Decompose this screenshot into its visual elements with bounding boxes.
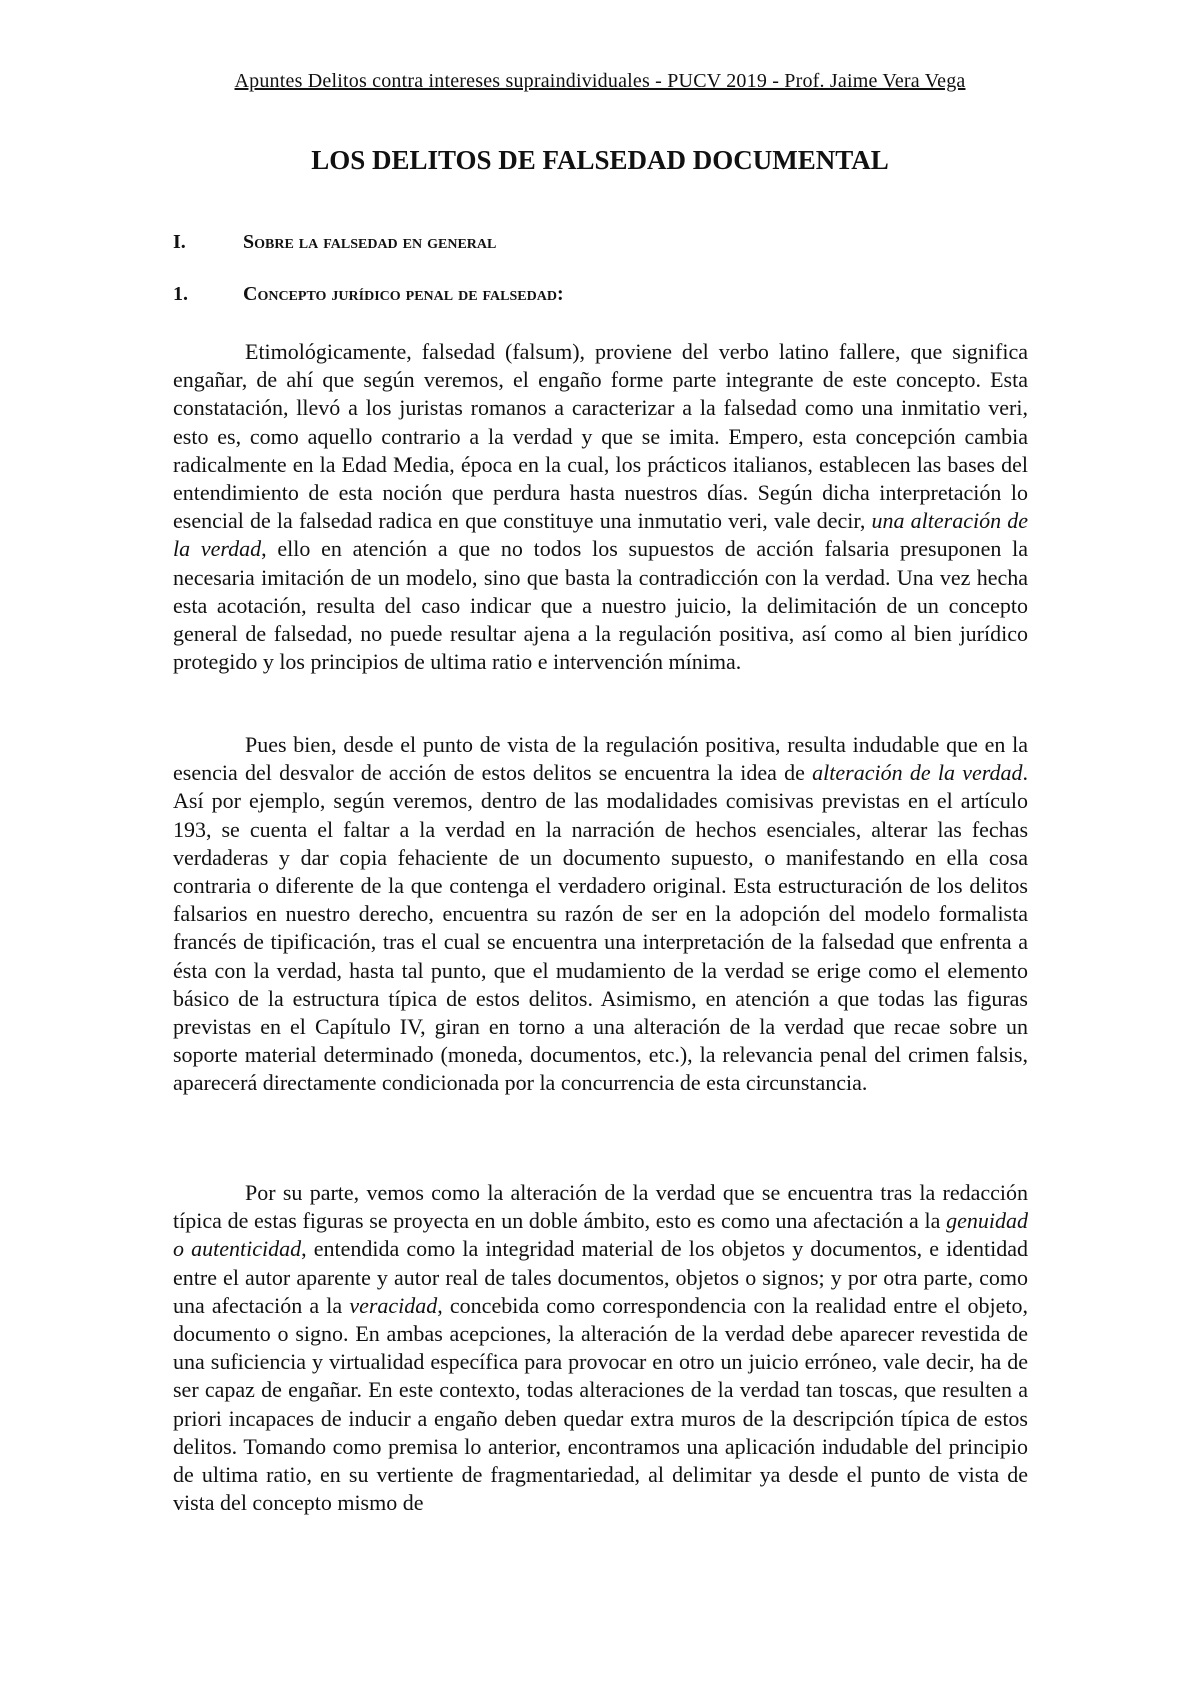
subsection-title: Concepto jurídico penal de falsedad: [243,283,564,305]
section-title: Sobre la falsedad en general [243,231,497,253]
emphasis-text: una alteración de la verdad [173,508,1028,562]
paragraph-2 [173,731,1028,1098]
paragraph-segment: , concebida como correspondencia con la realidad entre el objeto, documento o signo. En ambas acepciones, la alteración de la verdad debe aparecer revestida de una suficiencia y virtualidad específica para provocar en otro un juicio erróneo, vale decir, ha de ser capaz de engañar. En este contexto, todas alteraciones de la verdad tan toscas, que resulten a priori incapaces de inducir a engaño deben quedar extra muros de la descripción típica de estos delitos. Tomando como premisa lo anterior, encontramos una aplicación indudable del principio de ultima ratio, en su vertiente de fragmentariedad, al delimitar ya desde el punto de vista de vista del concepto mismo de [173,1292,1028,1516]
paragraph-3 [173,1179,1028,1517]
paragraph-segment: . Así por ejemplo, según veremos, dentro de las modalidades comisivas previstas en el artículo 193, se cuenta el faltar a la verdad en la narración de hechos esenciales, alterar las fechas verdaderas y dar copia fehaciente de un documento supuesto, o manifestando en ella cosa contraria o diferente de la que contenga el verdadero original. Esta estructuración de los delitos falsarios en nuestro derecho, encuentra su razón de ser en la adopción del modelo formalista francés de tipificación, tras el cual se encuentra una interpretación de la falsedad que enfrenta a ésta con la verdad, hasta tal punto, que el mudamiento de la verdad se erige como el elemento básico de la estructura típica de estos delitos. Asimismo, en atención a que todas las figuras previstas en el Capítulo IV, giran en torno a una alteración de la verdad que recae sobre un soporte material determinado (moneda, documentos, etc.), la relevancia penal del crimen falsis, aparecerá directamente condicionada por la concurrencia de esta circunstancia. [173,760,1028,1096]
emphasis-text: genuidad o autenticidad [173,1208,1028,1262]
paragraph-segment: Por su parte, vemos como la alteración de la verdad que se encuentra tras la redacción típica de estas figuras se proyecta en un doble ámbito, esto es como una afectación a la [173,1180,1028,1234]
subsection-heading [173,283,564,306]
running-header: Apuntes Delitos contra intereses supraindividuales - PUCV 2019 - Prof. Jaime Vera Vega [234,70,966,92]
paragraph-segment: Pues bien, desde el punto de vista de la regulación positiva, resulta indudable que en la esencia del desvalor de acción de estos delitos se encuentra la idea de [173,732,1028,786]
section-number: I. [173,231,186,253]
paragraph-text [173,1179,1028,1517]
paragraph-segment: , ello en atención a que no todos los supuestos de acción falsaria presuponen la necesaria imitación de un modelo, sino que basta la contradicción con la verdad. Una vez hecha esta acotación, resulta del caso indicar que a nuestro juicio, la delimitación de un concepto general de falsedad, no puede resultar ajena a la regulación positiva, así como al bien jurídico protegido y los principios de ultima ratio e intervención mínima. [173,536,1028,675]
paragraph-segment: Etimológicamente, falsedad (falsum), proviene del verbo latino fallere, que significa engañar, de ahí que según veremos, el engaño forme parte integrante de este concepto. Esta constatación, llevó a los juristas romanos a caracterizar a la falsedad como una inmitatio veri, esto es, como aquello contrario a la verdad y que se imita. Empero, esta concepción cambia radicalmente en la Edad Media, época en la cual, los prácticos italianos, establecen las bases del entendimiento de esta noción que perdura hasta nuestros días. Según dicha interpretación lo esencial de la falsedad radica en que constituye una inmutatio veri, vale decir, [173,339,1028,534]
subsection-number: 1. [173,283,188,305]
paragraph-segment: , entendida como la integridad material de los objetos y documentos, e identidad entre el autor aparente y autor real de tales documentos, objetos o signos; y por otra parte, como una afectación a la [173,1236,1028,1318]
document-title: LOS DELITOS DE FALSEDAD DOCUMENTAL [311,145,889,175]
paragraph-text [173,731,1028,1098]
emphasis-text: alteración de la verdad [812,760,1023,786]
paragraph-text [173,338,1028,676]
paragraph-1 [173,338,1028,676]
section-heading [173,231,496,254]
emphasis-text: veracidad [349,1292,438,1318]
